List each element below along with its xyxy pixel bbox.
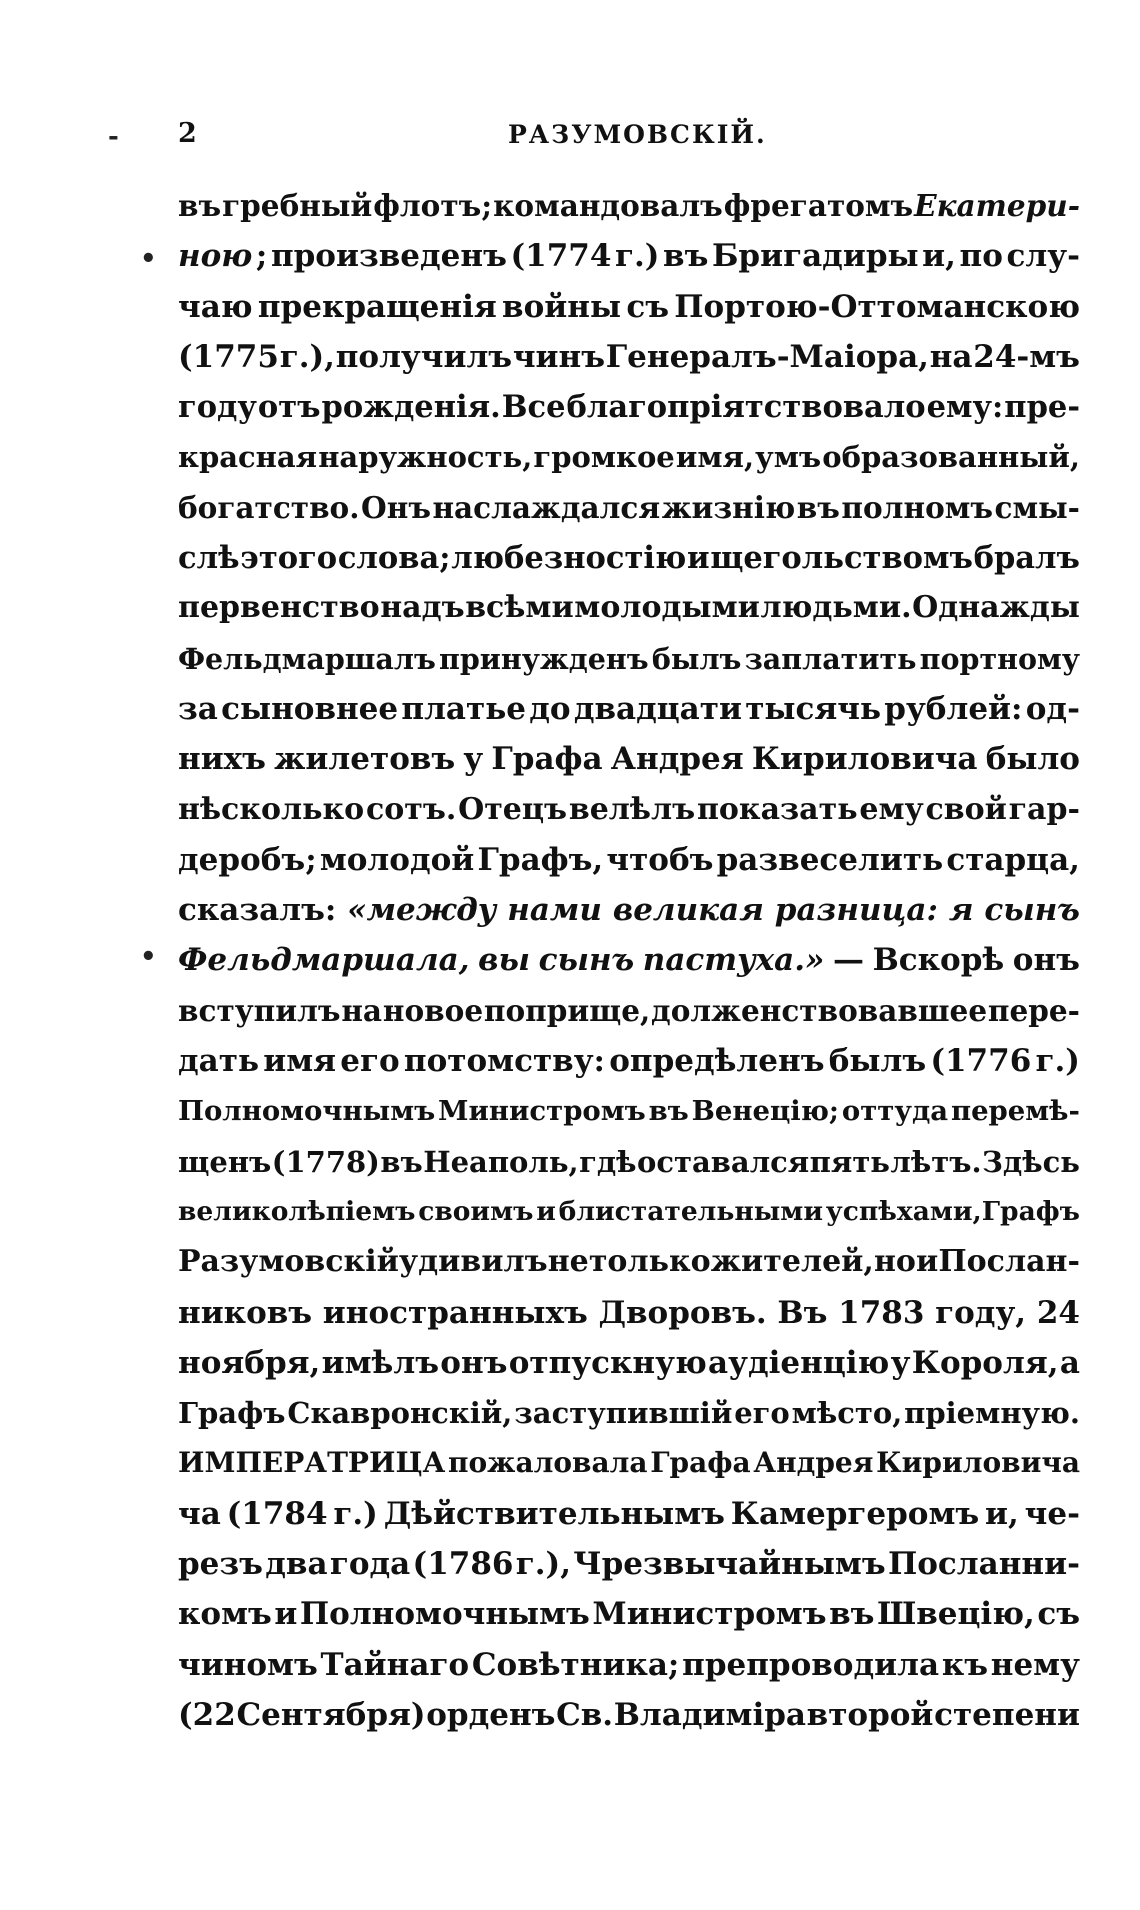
running-title: РАЗУМОВСКІЙ. <box>508 120 767 149</box>
text-line: богатство. Онъ наслаждался жизнію въ полномъ смы- <box>178 489 1080 525</box>
text-line: ноября, имѣлъ онъ отпускную аудіенцію у Короля, а <box>178 1344 1080 1381</box>
text-line: за сыновнее платье до двадцати тысячь рублей: од- <box>178 690 1080 727</box>
text-line: чаю прекращенія войны съ Портою-Оттоманскою <box>178 288 1080 325</box>
text-line: въ гребный флотъ; командовалъ фрегатомъ Екатери- <box>178 188 1080 223</box>
text-line: году отъ рожденія. Все благопріятствовало ему: пре- <box>178 389 1080 426</box>
body-text <box>178 181 1080 1740</box>
text-line: нѣсколько сотъ. Отецъ велѣлъ показать ему свой гар- <box>178 791 1080 827</box>
text-line: Разумовскій удивилъ не только жителей, но и Послан- <box>178 1244 1080 1280</box>
text-line: дать имя его потомству: опредѣленъ былъ (1776 г.) <box>178 1043 1080 1080</box>
text-line: красная наружность, громкое имя, умъ образованный, <box>178 440 1080 475</box>
text-line: ною ; произведенъ (1774 г.) въ Бригадиры и, по слу- <box>178 238 1080 275</box>
text-line: ча (1784 г.) Дѣйствительнымъ Камергеромъ и, че- <box>178 1495 1080 1532</box>
text-line: Фельдмаршала, вы сынъ пастуха.» — Вскорѣ онъ <box>178 942 1080 979</box>
margin-mark: - <box>108 122 119 152</box>
text-line: Полномочнымъ Министромъ въ Венецію; оттуда перемѣ- <box>178 1095 1080 1128</box>
text-line: деробъ; молодой Графъ, чтобъ развеселить старца, <box>178 841 1080 878</box>
text-line: никовъ иностранныхъ Дворовъ. Въ 1783 году, 24 <box>178 1294 1080 1331</box>
page-number: 2 <box>178 118 198 149</box>
text-line: (22 Сентября) орденъ Св. Владиміра второй степени <box>178 1696 1080 1733</box>
text-line: первенство надъ всѣми молодыми людьми. Однажды <box>178 590 1080 626</box>
running-head <box>178 118 1078 158</box>
text-line: великолѣпіемъ своимъ и блистательными успѣхами,Графъ <box>178 1195 1080 1227</box>
text-line: Графъ Скавронскій, заступившій его мѣсто, пріемную. <box>178 1396 1080 1431</box>
text-line: комъ и Полномочнымъ Министромъ въ Швецію, съ <box>178 1596 1080 1633</box>
text-line: резъ два года (1786 г.), Чрезвычайнымъ Посланни- <box>178 1546 1080 1583</box>
text-line: чиномъ Тайнаго Совѣтника; препроводила къ нему <box>178 1646 1080 1683</box>
text-line: щенъ (1778) въ Неаполь, гдѣ оставался пять лѣтъ. Здѣсь <box>178 1144 1080 1179</box>
text-line: ИМПЕРАТРИЦА пожаловала Графа Андрея Кириловича <box>178 1446 1080 1480</box>
margin-mark: • <box>140 244 157 274</box>
margin-mark: • <box>140 942 157 972</box>
text-line: сказалъ: «между нами великая разница: я сынъ <box>178 892 1080 929</box>
text-line: (1775 г.), получилъ чинъ Генералъ-Маіора, на 24-мъ <box>178 338 1080 375</box>
text-line: Фельдмаршалъ принужденъ былъ заплатить портному <box>178 641 1080 676</box>
text-line: нихъ жилетовъ у Графа Андрея Кириловича было <box>178 741 1080 778</box>
text-line: слѣ этого слова; любезностію и щегольствомъ бралъ <box>178 540 1080 577</box>
text-line: вступилъ на новое поприще, долженствовавшее пере- <box>178 992 1080 1028</box>
